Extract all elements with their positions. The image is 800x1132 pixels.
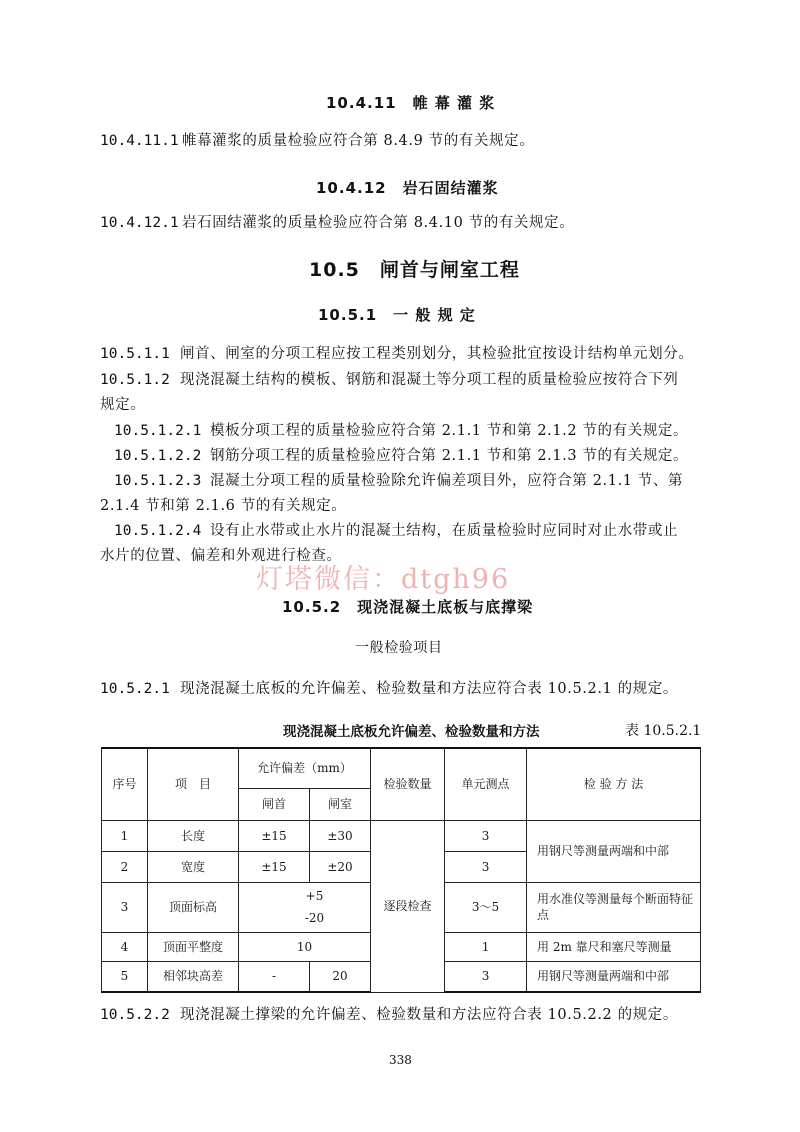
clause-text: 现浇混凝土撑梁的允许偏差、检验数量和方法应符合表 10.5.2.2 的规定。: [180, 1007, 678, 1023]
clause-10-5-1-2-2: [114, 444, 688, 465]
clause-number: 10.5.1.2.4: [114, 523, 202, 539]
table-number: 表 10.5.2.1: [625, 723, 702, 739]
clause-10-5-1-2-3: [114, 469, 683, 490]
clause-10-5-1-1: [100, 342, 693, 363]
tolerance-table: [101, 747, 701, 993]
clause-10-4-12-1: [100, 211, 574, 232]
cell-seq: 4: [102, 932, 148, 961]
clause-number: 10.5.2.1: [100, 681, 170, 697]
clause-number: 10.4.11.1: [100, 133, 179, 149]
clause-number: 10.4.12.1: [100, 215, 179, 231]
tolerance-lower: -20: [304, 911, 325, 925]
clause-text: 岩石固结灌浆的质量检验应符合第 8.4.10 节的有关规定。: [182, 215, 575, 231]
cell-method: 用 2m 靠尺和塞尺等测量: [527, 932, 701, 961]
cell-tolerance: 10: [239, 932, 371, 961]
cell-tolerance: [239, 882, 371, 932]
cell-a: ±15: [239, 820, 310, 851]
clause-text: 帷幕灌浆的质量检验应符合第 8.4.9 节的有关规定。: [182, 133, 535, 149]
clause-text: 模板分项工程的质量检验应符合第 2.1.1 节和第 2.1.2 节的有关规定。: [210, 423, 689, 439]
watermark: 灯塔微信：dtgh96: [256, 564, 511, 595]
cell-item: 顶面平整度: [148, 932, 239, 961]
table-caption: 现浇混凝土底板允许偏差、检验数量和方法: [283, 724, 540, 740]
cell-item: 相邻块高差: [148, 961, 239, 992]
cell-points: 3: [445, 961, 527, 992]
clause-text: 混凝土分项工程的质量检验除允许偏差项目外，应符合第 2.1.1 节、第: [210, 473, 684, 489]
cell-points: 1: [445, 932, 527, 961]
clause-10-5-1-2-4-cont: 水片的位置、偏差和外观进行检查。: [100, 548, 342, 564]
cell-a: ±15: [239, 851, 310, 882]
cell-seq: 3: [102, 882, 148, 932]
clause-number: 10.5.1.2.1: [114, 423, 202, 439]
clause-number: 10.5.2.2: [100, 1007, 170, 1023]
cell-a: -: [239, 961, 310, 992]
clause-number: 10.5.1.2.2: [114, 448, 202, 464]
clause-text: 设有止水带或止水片的混凝土结构，在质量检验时应同时对止水带或止: [210, 523, 679, 539]
table-row: [102, 820, 701, 851]
cell-b: 20: [310, 961, 371, 992]
clause-text: 钢筋分项工程的质量检验应符合第 2.1.1 节和第 2.1.3 节的有关规定。: [210, 448, 689, 464]
cell-item: 顶面标高: [148, 882, 239, 932]
clause-10-5-1-2-cont: 规定。: [100, 397, 146, 413]
clause-10-5-1-2-4: [114, 519, 678, 540]
page-number: 338: [389, 1053, 412, 1067]
header-sub-a: 闸首: [239, 788, 310, 820]
clause-10-5-2-2: [100, 1003, 678, 1024]
cell-method: 用钢尺等测量两端和中部: [527, 961, 701, 992]
clause-text: 现浇混凝土结构的模板、钢筋和混凝土等分项工程的质量检验应按符合下列: [180, 372, 679, 388]
section-heading-10-4-11: 10.4.11 帷 幕 灌 浆: [326, 94, 496, 112]
subheading-general-items: 一般检验项目: [355, 640, 443, 656]
clause-number: 10.5.1.1: [100, 346, 170, 362]
clause-10-5-1-2-3-cont: 2.1.4 节和第 2.1.6 节的有关规定。: [100, 498, 347, 514]
chapter-heading-10-5: 10.5 闸首与闸室工程: [309, 259, 520, 281]
cell-b: ±20: [310, 851, 371, 882]
cell-method: 用水准仪等测量每个断面特征点: [527, 882, 701, 932]
cell-points: 3: [445, 820, 527, 851]
clause-number: 10.5.1.2: [100, 372, 170, 388]
cell-quantity-merged: 逐段检查: [371, 820, 445, 992]
cell-points: 3: [445, 851, 527, 882]
cell-seq: 1: [102, 820, 148, 851]
clause-number: 10.5.1.2.3: [114, 473, 202, 489]
cell-points: 3～5: [445, 882, 527, 932]
section-heading-10-4-12: 10.4.12 岩石固结灌浆: [316, 179, 499, 197]
clause-text: 现浇混凝土底板的允许偏差、检验数量和方法应符合表 10.5.2.1 的规定。: [180, 681, 678, 697]
section-heading-10-5-1: 10.5.1 一 般 规 定: [318, 306, 476, 324]
cell-seq: 2: [102, 851, 148, 882]
header-seq: 序号: [102, 748, 148, 820]
header-method: 检 验 方 法: [527, 748, 701, 820]
cell-item: 长度: [148, 820, 239, 851]
clause-10-4-11-1: [100, 129, 534, 150]
header-points: 单元测点: [445, 748, 527, 820]
header-tolerance: 允许偏差（mm）: [239, 748, 371, 788]
header-sub-b: 闸室: [310, 788, 371, 820]
cell-seq: 5: [102, 961, 148, 992]
clause-10-5-1-2: [100, 368, 678, 389]
tolerance-upper: +5: [305, 889, 324, 903]
section-heading-10-5-2: 10.5.2 现浇混凝土底板与底撑梁: [282, 598, 534, 616]
table-header-row: [102, 748, 701, 788]
header-quantity: 检验数量: [371, 748, 445, 820]
clause-text: 闸首、闸室的分项工程应按工程类别划分，其检验批宜按设计结构单元划分。: [180, 346, 694, 362]
cell-item: 宽度: [148, 851, 239, 882]
cell-b: ±30: [310, 820, 371, 851]
clause-10-5-1-2-1: [114, 419, 688, 440]
clause-10-5-2-1: [100, 677, 678, 698]
header-item: 项 目: [148, 748, 239, 820]
cell-method-merged: 用钢尺等测量两端和中部: [527, 820, 701, 882]
